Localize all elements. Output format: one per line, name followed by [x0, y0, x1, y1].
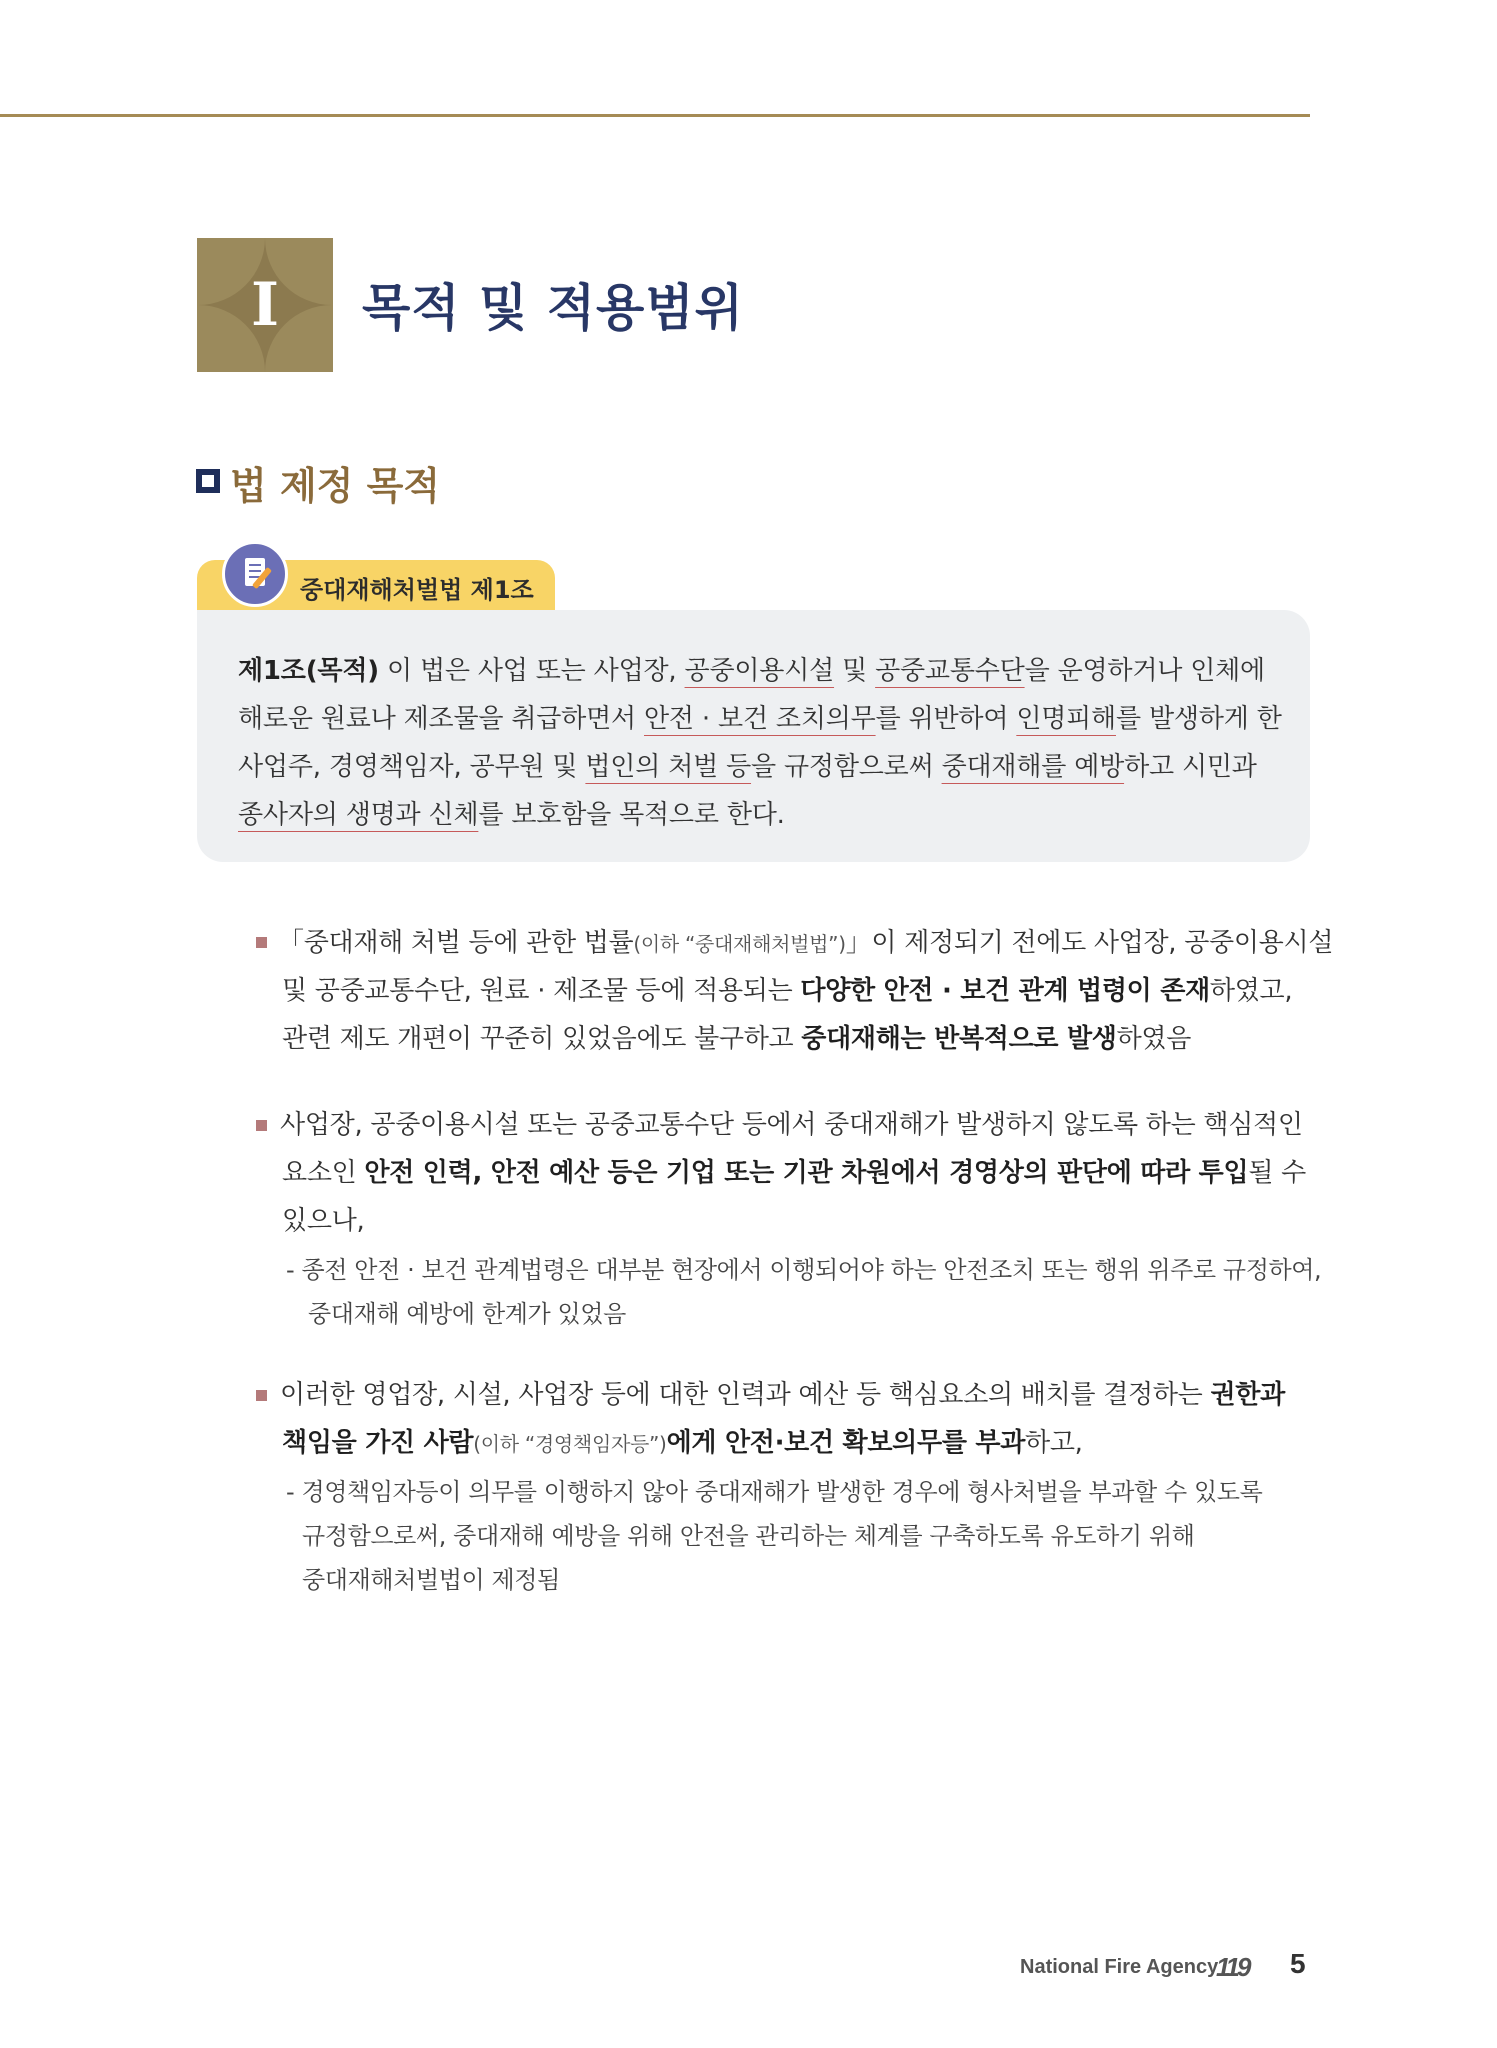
law-tab-label: 중대재해처벌법 제1조 [300, 576, 534, 604]
chapter-title: 목적 및 적용범위 [362, 279, 744, 337]
law-line-3: 사업주, 경영책임자, 공무원 및 법인의 처벌 등을 규정함으로써 중대재해를 예방하고 시민과 [238, 752, 1257, 782]
chapter-number-box [197, 238, 333, 372]
bullet-3-sub-line-3: 중대재해처벌법이 제정됨 [302, 1566, 560, 1594]
bullet-3-sub-line-1: - 경영책임자등이 의무를 이행하지 않아 중대재해가 발생한 경우에 형사처벌을 부과할 수 있도록 [286, 1478, 1263, 1506]
section-title: 법 제정 목적 [230, 464, 440, 508]
bullet-2-sub-line-2: 중대재해 예방에 한계가 있었음 [308, 1300, 626, 1328]
bullet-2-line-1: 사업장, 공중이용시설 또는 공중교통수단 등에서 중대재해가 발생하지 않도록 하는 핵심적인 [280, 1110, 1303, 1140]
section-square-icon [196, 469, 220, 493]
footer-agency-name: National Fire Agency [1020, 1956, 1219, 1978]
agency-119-logo: 119 [1216, 1952, 1249, 1982]
bullet-3-sub-line-2: 규정함으로써, 중대재해 예방을 위해 안전을 관리하는 체계를 구축하도록 유도하기 위해 [302, 1522, 1195, 1550]
bullet-2-line-3: 있으나, [282, 1206, 365, 1236]
bullet-marker [256, 937, 267, 948]
law-line-2: 해로운 원료나 제조물을 취급하면서 안전 · 보건 조치의무를 위반하여 인명피해를 발생하게 한 [238, 704, 1282, 734]
bullet-1-line-3: 관련 제도 개편이 꾸준히 있었음에도 불구하고 중대재해는 반복적으로 발생하였음 [282, 1024, 1192, 1054]
chapter-number: I [250, 270, 280, 340]
bullet-marker [256, 1120, 267, 1131]
bullet-marker [256, 1390, 267, 1401]
bullet-2-sub-line-1: - 종전 안전 · 보건 관계법령은 대부분 현장에서 이행되어야 하는 안전조치 또는 행위 위주로 규정하여, [286, 1256, 1322, 1284]
bullet-2-line-2: 요소인 안전 인력, 안전 예산 등은 기업 또는 기관 차원에서 경영상의 판단에 따라 투입될 수 [282, 1158, 1306, 1188]
bullet-1-line-2: 및 공중교통수단, 원료 · 제조물 등에 적용되는 다양한 안전 · 보건 관계 법령이 존재하였고, [282, 976, 1293, 1006]
law-line-4: 종사자의 생명과 신체를 보호함을 목적으로 한다. [238, 800, 785, 830]
page-number: 5 [1290, 1948, 1306, 1979]
bullet-3-line-2: 책임을 가진 사람(이하 “경영책임자등”)에게 안전·보건 확보의무를 부과하고, [282, 1428, 1083, 1458]
top-rule [0, 114, 1310, 117]
law-line-1: 제1조(목적) 이 법은 사업 또는 사업장, 공중이용시설 및 공중교통수단을 운영하거나 인체에 [238, 656, 1265, 686]
document-pen-icon [222, 541, 288, 607]
bullet-1-line-1: 「중대재해 처벌 등에 관한 법률(이하 “중대재해처벌법”)」이 제정되기 전에도 사업장, 공중이용시설 [278, 928, 1334, 958]
bullet-3-line-1: 이러한 영업장, 시설, 사업장 등에 대한 인력과 예산 등 핵심요소의 배치를 결정하는 권한과 [280, 1380, 1285, 1410]
